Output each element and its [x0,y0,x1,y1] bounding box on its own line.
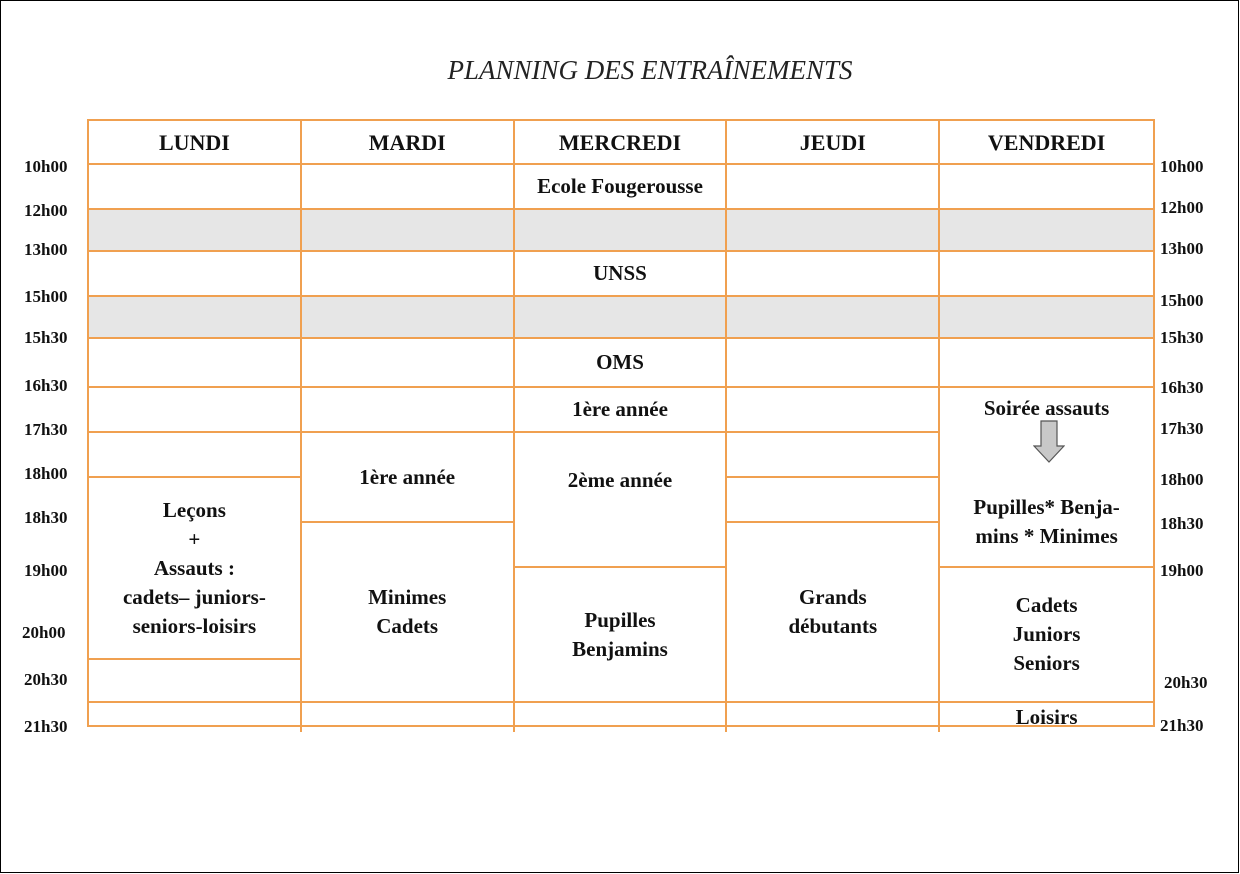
session-mercredi-unss: UNSS [515,252,728,297]
slot-mardi-15h30 [302,339,515,388]
slot-jeudi-18h [727,478,940,523]
slot-lundi-20h [89,660,302,703]
slot-mardi-16h30 [302,388,515,433]
slot-lundi-15h30 [89,339,302,388]
slot-jeudi-17h30 [727,433,940,478]
time-right-13h00: 13h00 [1160,239,1204,258]
slot-jeudi-15h30 [727,339,940,388]
time-left-15h00: 15h00 [24,287,68,306]
time-left-20h00: 20h00 [22,623,66,642]
slot-vendredi-15h30 [940,339,1153,388]
time-right-12h00: 12h00 [1160,198,1204,217]
session-mercredi-premiere-annee: 1ère année [515,388,728,433]
time-left-21h30: 21h30 [24,717,68,736]
time-right-15h00: 15h00 [1160,291,1204,310]
header-mardi: MARDI [302,121,515,165]
break-mercredi-12h [515,210,728,252]
time-right-10h00: 10h00 [1160,157,1204,176]
time-left-12h00: 12h00 [24,201,68,220]
break-mardi-15h [302,297,515,339]
break-lundi-15h [89,297,302,339]
break-mercredi-15h [515,297,728,339]
schedule-table [87,119,1155,727]
page-title: PLANNING DES ENTRAÎNEMENTS [447,55,853,85]
slot-jeudi-20h30 [727,703,940,732]
time-right-18h30: 18h30 [1160,514,1204,533]
session-mardi-premiere-annee: 1ère année [302,433,515,523]
time-right-21h30: 21h30 [1160,716,1204,735]
break-jeudi-15h [727,297,940,339]
session-vendredi-soiree-assauts: Soirée assauts [983,396,1110,420]
time-left-19h00: 19h00 [24,561,68,580]
time-left-18h30: 18h30 [24,508,68,527]
session-vendredi-loisirs: Loisirs [1015,705,1078,729]
slot-mardi-13h [302,252,515,297]
session-mercredi-deuxieme-annee: 2ème année [515,433,728,568]
break-mardi-12h [302,210,515,252]
time-left-15h30: 15h30 [24,328,68,347]
session-jeudi-grands-debutants: Grands débutants [727,523,940,703]
slot-mardi-20h30 [302,703,515,732]
session-vendredi-pupilles-benjamins-minimes: Pupilles* Benja- mins * Minimes [940,478,1153,568]
header-jeudi: JEUDI [727,121,940,165]
slot-mercredi-20h30 [515,703,728,732]
time-left-20h30: 20h30 [24,670,68,689]
time-right-19h00: 19h00 [1160,561,1204,580]
break-lundi-12h [89,210,302,252]
slot-mardi-10h [302,165,515,210]
session-mercredi-pupilles-benjamins: Pupilles Benjamins [515,568,728,703]
time-left-10h00: 10h00 [24,157,68,176]
break-vendredi-15h [940,297,1153,339]
break-vendredi-12h [940,210,1153,252]
slot-lundi-10h [89,165,302,210]
time-left-13h00: 13h00 [24,240,68,259]
session-lundi-lecons: Leçons + Assauts : cadets– juniors- seniors-loisirs [89,478,302,660]
slot-lundi-16h30 [89,388,302,433]
session-mercredi-ecole: Ecole Fougerousse [515,165,728,210]
slot-jeudi-10h [727,165,940,210]
session-mardi-minimes-cadets: Minimes Cadets [302,523,515,703]
time-left-16h30: 16h30 [24,376,68,395]
slot-jeudi-16h30 [727,388,940,433]
time-right-20h30: 20h30 [1164,673,1208,692]
time-right-17h30: 17h30 [1160,419,1204,438]
header-lundi: LUNDI [89,121,302,165]
slot-lundi-17h30 [89,433,302,478]
header-vendredi: VENDREDI [940,121,1153,165]
time-left-18h00: 18h00 [24,464,68,483]
time-right-15h30: 15h30 [1160,328,1204,347]
header-mercredi: MERCREDI [515,121,728,165]
session-mercredi-oms: OMS [515,339,728,388]
time-left-17h30: 17h30 [24,420,68,439]
slot-jeudi-13h [727,252,940,297]
slot-lundi-13h [89,252,302,297]
time-right-16h30: 16h30 [1160,378,1204,397]
slot-vendredi-13h [940,252,1153,297]
down-arrow-icon [1033,420,1065,464]
break-jeudi-12h [727,210,940,252]
session-vendredi-cadets-juniors-seniors: Cadets Juniors Seniors [940,568,1153,703]
time-right-18h00: 18h00 [1160,470,1204,489]
slot-vendredi-10h [940,165,1153,210]
slot-lundi-20h30 [89,703,302,732]
